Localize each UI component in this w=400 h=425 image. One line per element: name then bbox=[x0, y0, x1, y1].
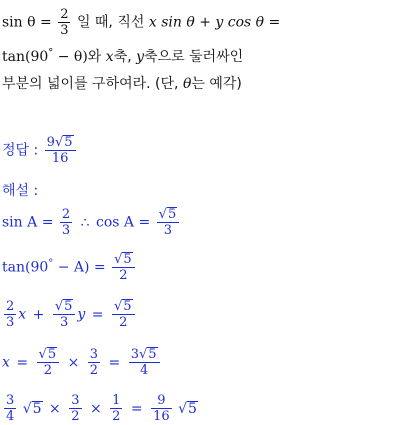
radicand: 5 bbox=[167, 207, 177, 222]
denominator: 16 bbox=[153, 409, 170, 424]
fraction bbox=[4, 393, 16, 424]
tan-expression-end: − A) = bbox=[53, 259, 106, 276]
x-variable: x bbox=[105, 49, 114, 65]
explanation-step-5 bbox=[2, 393, 198, 424]
y-variable: y bbox=[77, 306, 86, 323]
therefore-symbol: ∴ bbox=[80, 214, 90, 231]
theta-symbol: θ bbox=[182, 76, 192, 92]
denominator: 2 bbox=[119, 315, 128, 330]
numerator bbox=[129, 347, 160, 363]
equals-sign: = bbox=[16, 354, 29, 371]
sqrt: √5 bbox=[38, 347, 57, 362]
sqrt: √5 bbox=[158, 207, 177, 222]
denominator: 4 bbox=[6, 409, 15, 424]
equals-sign: = bbox=[130, 400, 143, 417]
problem-text: 부분의 넓이를 구하여라. (단, bbox=[2, 76, 179, 92]
cos-a-lhs: cos A = bbox=[95, 214, 151, 231]
equals-sign: = bbox=[108, 354, 121, 371]
times-sign: × bbox=[49, 400, 61, 417]
degree-symbol: ° bbox=[48, 47, 54, 59]
radicand: 5 bbox=[187, 400, 197, 417]
radicand: 5 bbox=[148, 347, 157, 362]
plus-sign: + bbox=[32, 306, 45, 323]
problem-text: 축, bbox=[113, 49, 132, 65]
denominator: 3 bbox=[61, 223, 71, 238]
fraction bbox=[129, 347, 160, 378]
denominator: 16 bbox=[51, 151, 69, 166]
numerator: 2 bbox=[60, 7, 69, 22]
degree-symbol: ° bbox=[48, 257, 54, 269]
fraction bbox=[37, 347, 60, 378]
fraction bbox=[58, 7, 70, 38]
problem-text: 축으로 둘러싸인 bbox=[144, 49, 244, 65]
fraction bbox=[112, 299, 135, 330]
denominator: 3 bbox=[6, 315, 15, 330]
numerator: 2 bbox=[61, 207, 71, 222]
radicand: 5 bbox=[123, 299, 132, 314]
sqrt: √5 bbox=[114, 252, 132, 267]
fraction bbox=[151, 393, 172, 424]
sqrt: √5 bbox=[54, 135, 73, 150]
problem-text: 는 예각) bbox=[191, 76, 242, 92]
radicand: 5 bbox=[64, 135, 73, 150]
answer-label: 정답 : bbox=[2, 142, 39, 159]
numerator bbox=[53, 299, 76, 315]
numerator: 3 bbox=[6, 393, 15, 408]
tan-expression-end: − θ) bbox=[53, 49, 88, 65]
denominator: 3 bbox=[163, 223, 173, 238]
denominator: 2 bbox=[119, 268, 128, 283]
fraction bbox=[4, 299, 16, 330]
numerator: 3 bbox=[71, 393, 80, 408]
tan-expression-start: tan(90 bbox=[2, 49, 49, 65]
denominator: 2 bbox=[71, 409, 80, 424]
problem-line-1 bbox=[2, 7, 280, 38]
sqrt: √5 bbox=[22, 400, 42, 417]
fraction bbox=[88, 347, 100, 378]
denominator: 2 bbox=[89, 363, 99, 378]
x-variable: x bbox=[18, 306, 27, 323]
denominator: 3 bbox=[60, 23, 69, 38]
fraction bbox=[110, 393, 122, 424]
fraction bbox=[53, 299, 76, 330]
sqrt: √5 bbox=[138, 347, 157, 362]
radicand: 5 bbox=[123, 252, 132, 267]
problem-line-3 bbox=[2, 73, 242, 93]
explanation-step-4 bbox=[2, 347, 162, 378]
answer-fraction bbox=[45, 135, 76, 166]
sqrt: √5 bbox=[113, 299, 132, 314]
line-equation: x sin θ + y cos θ = bbox=[148, 14, 281, 31]
tan-expression-start: tan(90 bbox=[2, 259, 49, 276]
denominator: 3 bbox=[59, 315, 69, 330]
numerator: 9 bbox=[151, 393, 172, 409]
fraction bbox=[69, 393, 81, 424]
problem-line-2 bbox=[2, 46, 243, 66]
problem-text: 일 때, 직선 bbox=[76, 14, 145, 31]
explanation-label: 해설 : bbox=[2, 183, 39, 199]
fraction bbox=[157, 207, 180, 238]
denominator: 4 bbox=[139, 363, 149, 378]
radicand: 5 bbox=[32, 400, 42, 417]
numerator bbox=[157, 207, 180, 223]
radicand: 5 bbox=[47, 347, 57, 362]
numerator-coefficient: 3 bbox=[130, 347, 139, 362]
sin-theta-lhs: sin θ = bbox=[2, 14, 52, 31]
radicand: 5 bbox=[64, 299, 73, 314]
sqrt: √5 bbox=[178, 400, 197, 417]
explanation-step-3 bbox=[2, 299, 137, 330]
sqrt: √5 bbox=[54, 299, 73, 314]
numerator bbox=[45, 135, 76, 151]
times-sign: × bbox=[67, 354, 80, 371]
problem-text: 와 bbox=[87, 49, 102, 65]
times-sign: × bbox=[89, 400, 102, 417]
sin-a-lhs: sin A = bbox=[2, 214, 54, 231]
x-variable: x bbox=[2, 354, 10, 371]
y-variable: y bbox=[136, 49, 145, 65]
numerator bbox=[37, 347, 60, 363]
numerator-coefficient: 9 bbox=[46, 135, 55, 150]
numerator: 3 bbox=[89, 347, 99, 362]
fraction bbox=[60, 207, 72, 238]
explanation-step-2 bbox=[2, 252, 137, 283]
numerator bbox=[112, 299, 135, 315]
equals-sign: = bbox=[91, 306, 104, 323]
numerator bbox=[112, 252, 135, 268]
denominator: 2 bbox=[43, 363, 52, 378]
denominator: 2 bbox=[112, 409, 121, 424]
numerator: 1 bbox=[112, 393, 121, 408]
numerator: 2 bbox=[6, 299, 15, 314]
explanation-step-1 bbox=[2, 207, 181, 238]
answer-row bbox=[2, 135, 78, 166]
fraction bbox=[112, 252, 135, 283]
